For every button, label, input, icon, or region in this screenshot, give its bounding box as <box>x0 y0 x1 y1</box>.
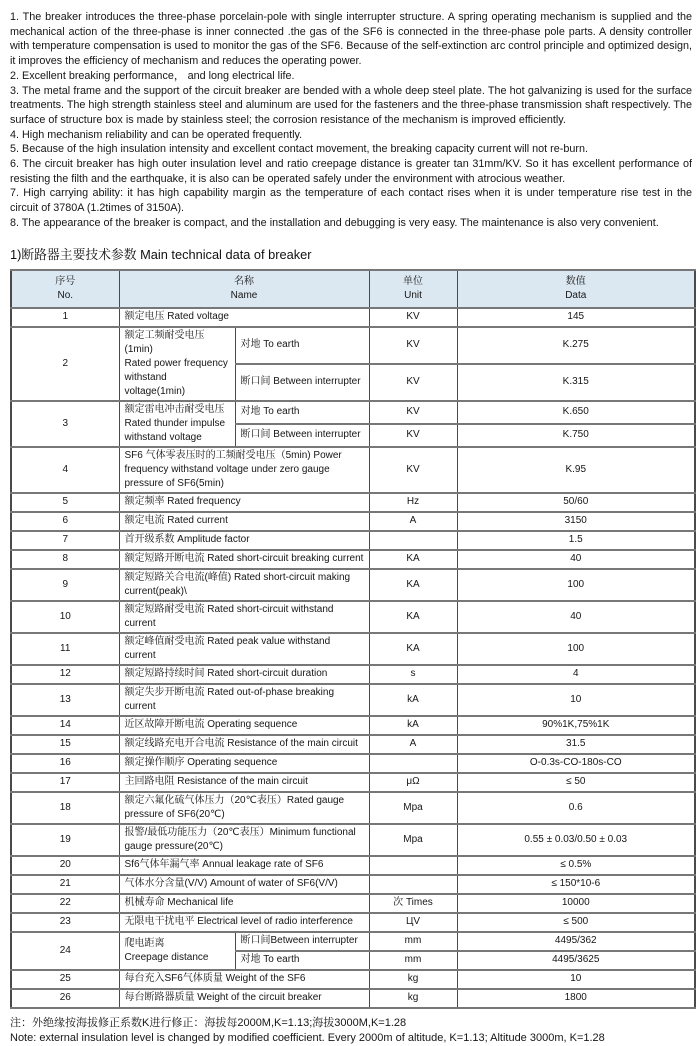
row-name-en: Creepage distance <box>124 951 209 963</box>
row-name-zh: 额定雷电冲击耐受电压 <box>124 403 225 415</box>
row-data: 10 <box>457 684 695 716</box>
table-row <box>11 856 695 875</box>
row-data: 4495/362 <box>457 932 695 951</box>
row-unit: KA <box>369 601 457 633</box>
row-data: 145 <box>457 308 695 327</box>
row-number: 23 <box>11 913 119 932</box>
table-row <box>11 684 695 716</box>
footnote-en: Note: external insulation level is changed by modified coefficient. Every 2000m of altitude, K=1.13; Altitude 3000m, K=1.28 <box>10 1031 605 1044</box>
header-no-zh: 序号 <box>55 275 76 287</box>
row-data: 100 <box>457 569 695 601</box>
row-name: 额定短路持续时间 Rated short-circuit duration <box>119 665 369 684</box>
table-row <box>11 735 695 754</box>
row-unit: μΩ <box>369 773 457 792</box>
row-data: ≤ 500 <box>457 913 695 932</box>
table-row <box>11 633 695 665</box>
header-data <box>457 270 695 308</box>
header-name-en: Name <box>230 289 258 301</box>
table-row <box>11 970 695 989</box>
row-name-zh: 爬电距离 <box>124 937 165 949</box>
row-name: 每台断路器质量 Weight of the circuit breaker <box>119 989 369 1008</box>
row-data: ≤ 0.5% <box>457 856 695 875</box>
row-number: 3 <box>11 401 119 447</box>
header-name <box>119 270 369 308</box>
table-row <box>11 493 695 512</box>
row-number: 5 <box>11 493 119 512</box>
feature-paragraph: 8. The appearance of the breaker is compact, and the installation and debugging is very easy. The maintenance is also very convenient. <box>10 216 659 229</box>
row-data: 4 <box>457 665 695 684</box>
table-row <box>11 894 695 913</box>
row-name: 额定频率 Rated frequency <box>119 493 369 512</box>
row-number: 10 <box>11 601 119 633</box>
row-unit: KA <box>369 550 457 569</box>
row-unit: KV <box>369 447 457 493</box>
header-unit-en: Unit <box>404 289 422 301</box>
row-unit: mm <box>369 932 457 951</box>
row-unit: kg <box>369 989 457 1008</box>
row-unit: 次 Times <box>369 894 457 913</box>
row-name: 每台充入SF6气体质量 Weight of the SF6 <box>119 970 369 989</box>
row-data: O-0.3s-CO-180s-CO <box>457 754 695 773</box>
feature-paragraph: 4. High mechanism reliability and can be operated frequently. <box>10 128 303 141</box>
row-number: 1 <box>11 308 119 327</box>
row-name: 额定短路开断电流 Rated short-circuit breaking current <box>119 550 369 569</box>
row-name: 额定电压 Rated voltage <box>119 308 369 327</box>
feature-paragraph: 6. The circuit breaker has high outer insulation level and ratio creepage distance is greater tan 31mm/KV. So it has excellent performance of resisting the filth and the earthquake, it is also can be operated safely under the environment with atrocious weather. <box>10 158 692 185</box>
row-name: 机械寿命 Mechanical life <box>119 894 369 913</box>
row-name: 额定六氟化硫气体压力（20℃表压）Rated gauge pressure of SF6(20℃) <box>119 792 369 824</box>
row-name: 主回路电阻 Resistance of the main circuit <box>119 773 369 792</box>
header-unit-zh: 单位 <box>403 275 423 287</box>
row-name: 额定电流 Rated current <box>119 512 369 531</box>
row-name: 额定操作顺序 Operating sequence <box>119 754 369 773</box>
table-row <box>11 665 695 684</box>
table-header-row <box>11 270 695 308</box>
table-row <box>11 824 695 856</box>
row-data: K.315 <box>457 364 695 401</box>
section-title: 1)断路器主要技术参数 Main technical data of breaker <box>10 246 312 262</box>
row-unit: kA <box>369 716 457 735</box>
row-subname: 对地 To earth <box>235 401 369 424</box>
row-number: 16 <box>11 754 119 773</box>
row-name: 额定短路关合电流(峰值) Rated short-circuit making current(peak)\ <box>119 569 369 601</box>
row-data: 4495/3625 <box>457 951 695 970</box>
row-data: 3150 <box>457 512 695 531</box>
table-row <box>11 932 695 951</box>
row-name: 额定短路耐受电流 Rated short-circuit withstand current <box>119 601 369 633</box>
footnote <box>10 1016 692 1046</box>
row-name-zh: 额定工频耐受电压(1min) <box>124 329 205 355</box>
row-unit: s <box>369 665 457 684</box>
table-row <box>11 989 695 1008</box>
technical-data-table <box>10 269 696 1009</box>
row-number: 19 <box>11 824 119 856</box>
feature-paragraph: 3. The metal frame and the support of the circuit breaker are bended with a whole deep steel plate. The hot galvanizing is used for the surface treatments. The high strength stainless steel and aluminum are used for the fasteners and the three-phase transmission shaft respectively. The surface of structure box is made by stainless steel; the corrosion resistance of the mechanism is improved efficiently. <box>10 84 692 126</box>
row-number: 26 <box>11 989 119 1008</box>
row-name: 额定峰值耐受电流 Rated peak value withstand current <box>119 633 369 665</box>
header-name-zh: 名称 <box>234 275 254 287</box>
feature-paragraph: 2. Excellent breaking performance， and long electrical life. <box>10 69 295 82</box>
row-unit: Mpa <box>369 824 457 856</box>
row-unit: kg <box>369 970 457 989</box>
header-no <box>11 270 119 308</box>
row-unit <box>369 531 457 550</box>
row-number: 9 <box>11 569 119 601</box>
row-unit: KV <box>369 401 457 424</box>
row-data: 100 <box>457 633 695 665</box>
row-number: 13 <box>11 684 119 716</box>
row-data: K.750 <box>457 424 695 447</box>
row-data: 40 <box>457 601 695 633</box>
header-no-en: No. <box>57 289 74 301</box>
row-number: 20 <box>11 856 119 875</box>
row-name: 额定失步开断电流 Rated out-of-phase breaking current <box>119 684 369 716</box>
row-name: 无限电干扰电平 Electrical level of radio interference <box>119 913 369 932</box>
row-unit: KV <box>369 424 457 447</box>
row-number: 24 <box>11 932 119 970</box>
row-data: ≤ 50 <box>457 773 695 792</box>
header-data-en: Data <box>565 289 587 301</box>
row-unit: KV <box>369 364 457 401</box>
row-name-en: Rated power frequency withstand voltage(1min) <box>124 357 228 397</box>
row-name-en: Rated thunder impulse withstand voltage <box>124 417 226 443</box>
row-name: 首开级系数 Amplitude factor <box>119 531 369 550</box>
row-number: 8 <box>11 550 119 569</box>
row-data: 40 <box>457 550 695 569</box>
row-unit <box>369 754 457 773</box>
row-unit: KV <box>369 327 457 364</box>
row-data: 31.5 <box>457 735 695 754</box>
row-data: 1800 <box>457 989 695 1008</box>
row-number: 6 <box>11 512 119 531</box>
table-row <box>11 875 695 894</box>
header-data-zh: 数值 <box>565 275 586 287</box>
row-unit: KA <box>369 633 457 665</box>
row-data: 1.5 <box>457 531 695 550</box>
row-number: 15 <box>11 735 119 754</box>
row-unit <box>369 875 457 894</box>
row-name: 额定线路充电开合电流 Resistance of the main circuit <box>119 735 369 754</box>
row-unit: kA <box>369 684 457 716</box>
row-subname: 对地 To earth <box>235 951 369 970</box>
row-name <box>119 401 235 447</box>
row-number: 22 <box>11 894 119 913</box>
table-row <box>11 716 695 735</box>
row-data: 10000 <box>457 894 695 913</box>
row-unit: ЦV <box>369 913 457 932</box>
table-row <box>11 754 695 773</box>
feature-paragraph: 1. The breaker introduces the three-phase porcelain-pole with single interrupter structure. A spring operating mechanism is supplied and the mechanical action of the three-phase is inner connected .the gas of the SF6 is connected in the three-phase pole parts. A density controller with temperature compensation is used to monitor the gas of the SF6. Because of the self-extinction arc control principle and optimized design, it improves the efficiency of mechanism and reduces the operating power. <box>10 11 692 68</box>
footnote-zh: 注：外绝缘按海拔修正系数K进行修正：海拔每2000M,K=1.13;海拔3000M,K=1.28 <box>10 1016 407 1029</box>
row-data: 10 <box>457 970 695 989</box>
row-name: 近区故障开断电流 Operating sequence <box>119 716 369 735</box>
row-unit: KA <box>369 569 457 601</box>
row-name <box>119 932 235 970</box>
row-subname: 断口间 Between interrupter <box>235 364 369 401</box>
table-row <box>11 531 695 550</box>
table-row <box>11 327 695 364</box>
row-unit <box>369 856 457 875</box>
header-unit <box>369 270 457 308</box>
row-data: K.275 <box>457 327 695 364</box>
row-number: 14 <box>11 716 119 735</box>
table-row <box>11 913 695 932</box>
table-row <box>11 401 695 424</box>
row-subname: 断口间 Between interrupter <box>235 424 369 447</box>
row-unit: Hz <box>369 493 457 512</box>
row-number: 12 <box>11 665 119 684</box>
row-number: 25 <box>11 970 119 989</box>
row-number: 4 <box>11 447 119 493</box>
row-data: ≤ 150*10-6 <box>457 875 695 894</box>
table-row <box>11 569 695 601</box>
row-data: 0.6 <box>457 792 695 824</box>
row-name <box>119 327 235 401</box>
row-number: 2 <box>11 327 119 401</box>
row-name: 气体水分含量(V/V) Amount of water of SF6(V/V) <box>119 875 369 894</box>
row-number: 17 <box>11 773 119 792</box>
table-row <box>11 308 695 327</box>
row-data: 50/60 <box>457 493 695 512</box>
feature-list <box>10 10 692 231</box>
row-data: K.650 <box>457 401 695 424</box>
row-data: 0.55 ± 0.03/0.50 ± 0.03 <box>457 824 695 856</box>
row-unit: KV <box>369 308 457 327</box>
row-name: Sf6气体年漏气率 Annual leakage rate of SF6 <box>119 856 369 875</box>
row-unit: A <box>369 512 457 531</box>
table-row <box>11 550 695 569</box>
table-row <box>11 512 695 531</box>
table-row <box>11 792 695 824</box>
row-unit: Mpa <box>369 792 457 824</box>
row-data: K.95 <box>457 447 695 493</box>
feature-paragraph: 5. Because of the high insulation intensity and excellent contact movement, the breaking capacity current will not re-burn. <box>10 143 588 156</box>
row-name: SF6 气体零表压时的工频耐受电压（5min) Power frequency withstand voltage under zero gauge pressure of SF6(5min) <box>119 447 369 493</box>
row-subname: 对地 To earth <box>235 327 369 364</box>
table-row <box>11 447 695 493</box>
row-number: 21 <box>11 875 119 894</box>
row-number: 11 <box>11 633 119 665</box>
row-subname: 断口间Between interrupter <box>235 932 369 951</box>
row-unit: A <box>369 735 457 754</box>
table-row <box>11 601 695 633</box>
table-row <box>11 773 695 792</box>
row-data: 90%1K,75%1K <box>457 716 695 735</box>
row-number: 7 <box>11 531 119 550</box>
row-number: 18 <box>11 792 119 824</box>
feature-paragraph: 7. High carrying ability: it has high capability margin as the temperature of each contact rises when it is under temperature rise test in the circuit of 3780A (1.2times of 3150A). <box>10 187 692 215</box>
row-unit: mm <box>369 951 457 970</box>
row-name: 报警/最低功能压力（20℃表压）Minimum functional gauge pressure(20℃) <box>119 824 369 856</box>
